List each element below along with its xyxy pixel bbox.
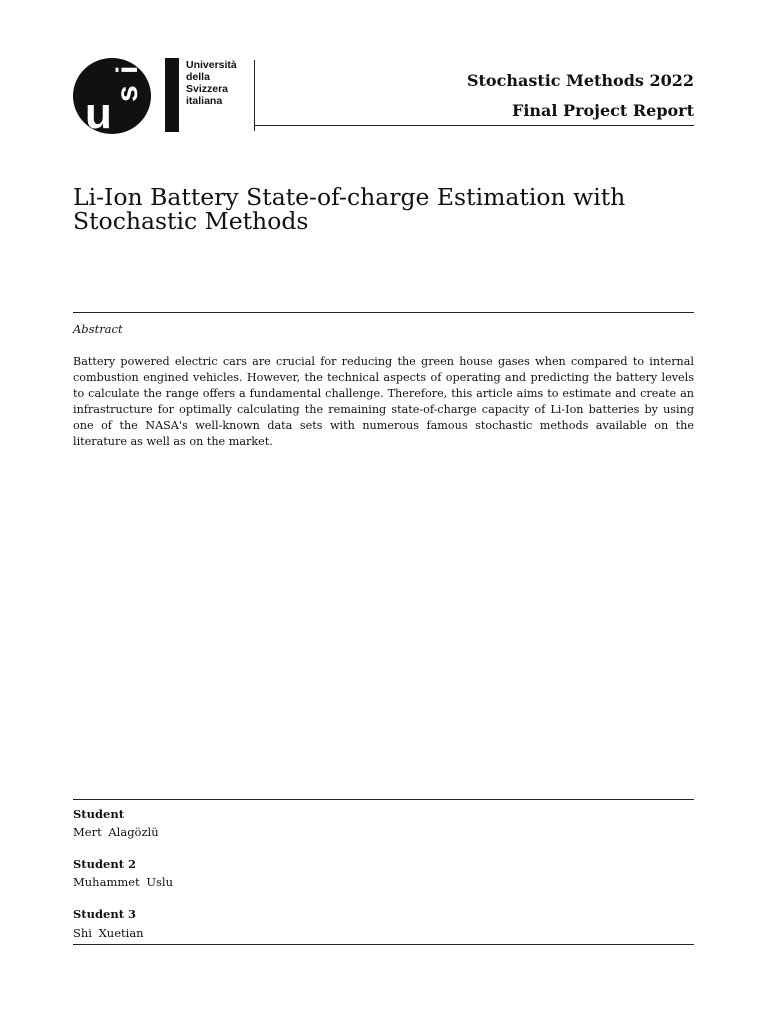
abstract-top-rule (73, 312, 694, 313)
paper-title: Li-Ion Battery State-of-charge Estimation with Stochastic Methods (73, 183, 626, 235)
author-label-2: Student 2 (73, 857, 137, 871)
logo-circle (73, 58, 151, 134)
logo-letter-i: i (111, 65, 144, 74)
logo-letter-s: s (111, 85, 144, 102)
course-name: Stochastic Methods 2022 (466, 71, 694, 90)
report-type: Final Project Report (511, 101, 694, 120)
logo-line-2: della (186, 71, 210, 83)
logo-wordmark (186, 59, 237, 107)
logo-line-3: Svizzera (186, 83, 229, 95)
header-vertical-rule (254, 60, 255, 131)
author-name-3: Shi Xuetian (73, 926, 144, 940)
logo-letter-u: u (85, 89, 112, 134)
logo-line-4: italiana (186, 95, 223, 107)
authors-bottom-rule (73, 944, 694, 945)
author-name-1: Mert Alagözlü (73, 825, 159, 839)
abstract-label: Abstract (73, 322, 123, 336)
usi-logo (73, 58, 263, 138)
author-label-1: Student (73, 807, 125, 821)
author-name-2: Muhammet Uslu (73, 875, 174, 889)
logo-line-1: Università (186, 59, 237, 71)
header-horizontal-rule (254, 125, 694, 126)
abstract-text: Battery powered electric cars are crucial for reducing the green house gases when compared to internal combustion engined vehicles. However, the technical aspects of operating and predicting the battery levels to calculate the range offers a fundamental challenge. Therefore, this article aims to estimate and create an infrastructure for optimally calculating the remaining state-of-charge capacity of Li-Ion batteries by using one of the NASA's well-known data sets with numerous famous stochastic methods available on the literature as well as on the market. (73, 355, 694, 448)
logo-mark-icon (73, 58, 151, 134)
authors-top-rule (73, 799, 694, 800)
author-label-3: Student 3 (73, 907, 137, 921)
logo-bar (165, 58, 179, 132)
